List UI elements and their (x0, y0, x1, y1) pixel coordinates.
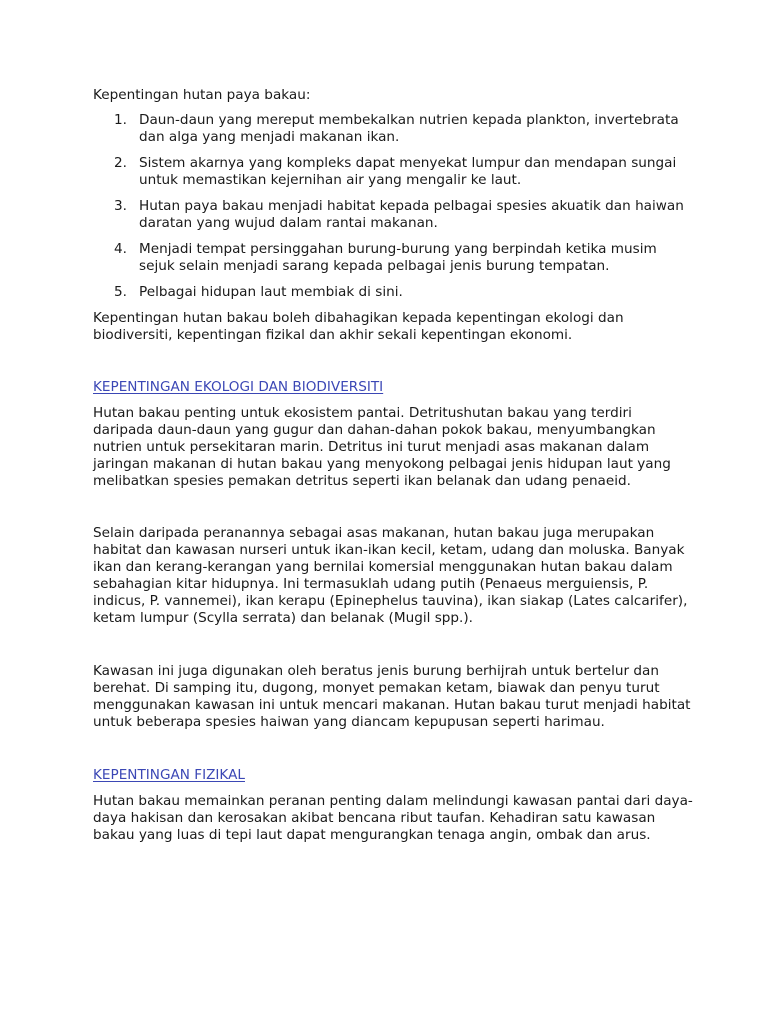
list-item (93, 112, 693, 146)
list-item-number: 1. (114, 112, 127, 128)
list-item-number: 4. (114, 241, 127, 257)
list-item-text: Hutan paya bakau menjadi habitat kepada pelbagai spesies akuatik dan haiwan daratan yang wujud dalam rantai makanan. (139, 198, 684, 231)
ecology-heading[interactable]: KEPENTINGAN EKOLOGI DAN BIODIVERSITI (93, 379, 384, 395)
intro-title: Kepentingan hutan paya bakau: (93, 87, 311, 103)
physical-paragraph-1: Hutan bakau memainkan peranan penting dalam melindungi kawasan pantai dari daya-daya hakisan dan kerosakan akibat bencana ribut taufan. Kehadiran satu kawasan bakau yang luas di tepi laut dapat mengurangkan tenaga angin, ombak dan arus. (93, 793, 693, 843)
document-page (93, 87, 693, 844)
list-item-number: 2. (114, 155, 127, 171)
list-item (93, 198, 693, 232)
list-item (93, 241, 693, 275)
ecology-paragraph-3: Kawasan ini juga digunakan oleh beratus jenis burung berhijrah untuk bertelur dan berehat. Di samping itu, dugong, monyet pemakan ketam, biawak dan penyu turut menggunakan kawasan ini untuk mencari makanan. Hutan bakau turut menjadi habitat untuk beberapa spesies haiwan yang diancam kepupusan seperti harimau. (93, 663, 691, 730)
list-item-text: Menjadi tempat persinggahan burung-burung yang berpindah ketika musim sejuk selain menjadi sarang kepada pelbagai jenis burung tempatan. (139, 241, 657, 274)
ecology-paragraph-1: Hutan bakau penting untuk ekosistem pantai. Detritushutan bakau yang terdiri daripada daun-daun yang gugur dan dahan-dahan pokok bakau, menyumbangkan nutrien untuk persekitaran marin. Detritus ini turut menjadi asas makanan dalam jaringan makanan di hutan bakau yang menyokong pelbagai jenis hidupan laut yang melibatkan spesies pemakan detritus seperti ikan belanak dan udang penaeid. (93, 405, 671, 489)
list-item-number: 3. (114, 198, 127, 214)
list-item-number: 5. (114, 284, 127, 300)
intro-summary: Kepentingan hutan bakau boleh dibahagikan kepada kepentingan ekologi dan biodiversiti, kepentingan fizikal dan akhir sekali kepentingan ekonomi. (93, 310, 624, 343)
list-item-text: Daun-daun yang mereput membekalkan nutrien kepada plankton, invertebrata dan alga yang menjadi makanan ikan. (139, 112, 679, 145)
list-item (93, 155, 693, 189)
physical-heading[interactable]: KEPENTINGAN FIZIKAL (93, 767, 245, 783)
list-item (93, 284, 693, 301)
benefits-list (93, 112, 693, 301)
list-item-text: Sistem akarnya yang kompleks dapat menyekat lumpur dan mendapan sungai untuk memastikan kejernihan air yang mengalir ke laut. (139, 155, 677, 188)
list-item-text: Pelbagai hidupan laut membiak di sini. (139, 284, 403, 300)
ecology-paragraph-2: Selain daripada peranannya sebagai asas makanan, hutan bakau juga merupakan habitat dan kawasan nurseri untuk ikan-ikan kecil, ketam, udang dan moluska. Banyak ikan dan kerang-kerangan yang bernilai komersial menggunakan hutan bakau dalam sebahagian kitar hidupnya. Ini termasuklah udang putih (Penaeus merguiensis, P. indicus, P. vannemei), ikan kerapu (Epinephelus tauvina), ikan siakap (Lates calcarifer), ketam lumpur (Scylla serrata) dan belanak (Mugil spp.). (93, 525, 688, 626)
